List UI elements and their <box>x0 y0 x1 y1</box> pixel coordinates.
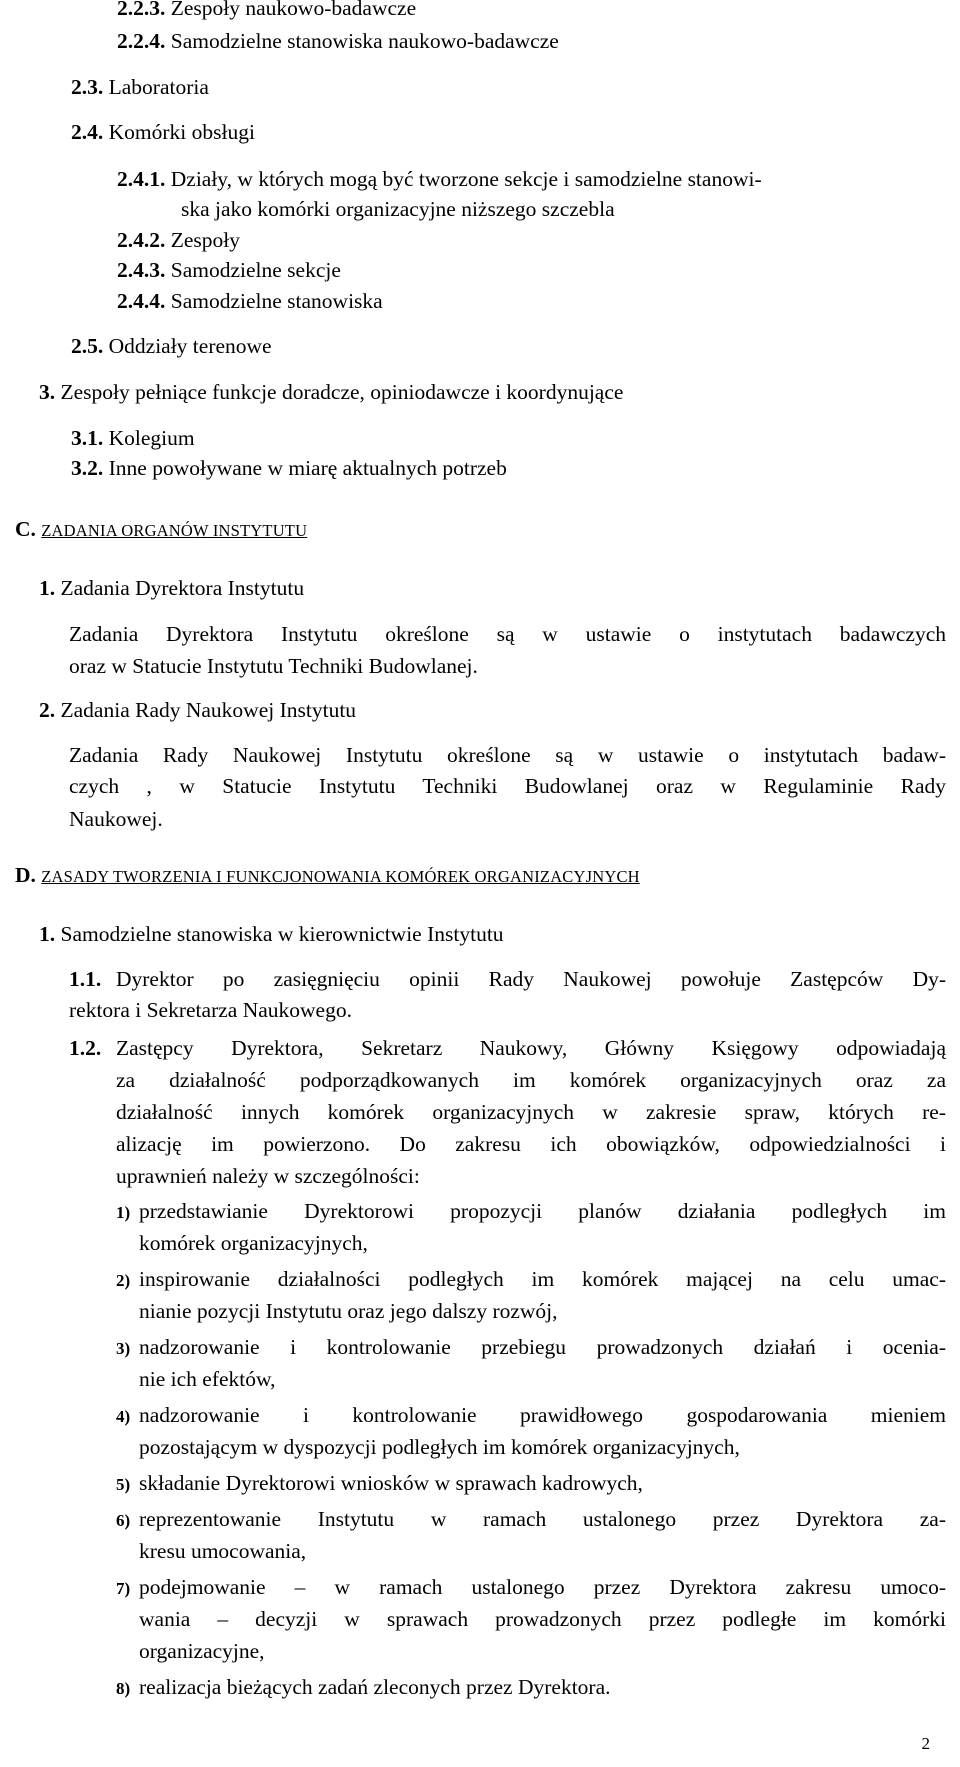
paragraph-number: 1.2. <box>69 1036 102 1060</box>
item-text: Zespoły pełniące funkcje doradcze, opiniodawcze i koordynujące <box>60 380 624 404</box>
item-text: Zadania Dyrektora Instytutu <box>60 576 305 600</box>
item-text: Zadania Rady Naukowej Instytutu <box>60 698 357 722</box>
list-item-number: 8) <box>116 1679 131 1698</box>
item-text: Działy, w których mogą być tworzone sekcje i samodzielne stanowi- <box>170 167 762 191</box>
list-item-line: reprezentowanie Instytutu w ramach ustalonego przez Dyrektora za- <box>139 1507 946 1531</box>
list-item-line: przedstawianie Dyrektorowi propozycji planów działania podległych im <box>139 1199 946 1223</box>
page-number: 2 <box>921 1734 930 1753</box>
paragraph-1-2-line: Zastępcy Dyrektora, Sekretarz Naukowy, Główny Księgowy odpowiadają <box>116 1036 946 1060</box>
list-item-line: realizacja bieżących zadań zleconych przez Dyrektora. <box>139 1675 611 1699</box>
item-number: 2.2.4. <box>117 29 166 53</box>
paragraph-1-2-line: uprawnień należy w szczególności: <box>116 1164 420 1188</box>
list-item-line: nianie pozycji Instytutu oraz jego dalszy rozwój, <box>139 1299 558 1323</box>
outline-item-2-3 <box>71 74 209 100</box>
section-letter: D. <box>15 863 36 887</box>
outline-item-2-2-3 <box>117 0 416 21</box>
item-text: Samodzielne stanowiska <box>170 289 383 313</box>
section-d-1-heading <box>39 921 504 947</box>
paragraph-1-1-line: rektora i Sekretarza Naukowego. <box>69 998 352 1022</box>
item-number: 3. <box>39 380 56 404</box>
item-number: 1. <box>39 922 56 946</box>
list-item-number: 5) <box>116 1475 131 1494</box>
list-item-number: 1) <box>116 1203 131 1222</box>
section-title: ZASADY TWORZENIA I FUNKCJONOWANIA KOMÓREK ORGANIZACYJNYCH <box>41 867 640 886</box>
outline-item-2-4-1-continuation: ska jako komórki organizacyjne niższego szczebla <box>181 197 615 221</box>
paragraph-number: 1.1. <box>69 967 102 991</box>
item-text: Laboratoria <box>108 75 209 99</box>
list-item-line: nadzorowanie i kontrolowanie przebiegu prowadzonych działań i ocenia- <box>139 1335 946 1359</box>
list-item-line: organizacyjne, <box>139 1639 265 1663</box>
item-text: Samodzielne stanowiska naukowo-badawcze <box>170 29 559 53</box>
item-text: Zespoły naukowo-badawcze <box>170 0 417 20</box>
list-item-line: kresu umocowania, <box>139 1539 307 1563</box>
section-letter: C. <box>15 517 36 541</box>
outline-item-2-4-1 <box>117 166 762 192</box>
outline-item-2-2-4 <box>117 28 559 54</box>
item-number: 2.4.3. <box>117 258 166 282</box>
section-c-2-body-line: Zadania Rady Naukowej Instytutu określone są w ustawie o instytutach badaw- <box>69 743 946 767</box>
section-c-1-heading <box>39 575 304 601</box>
item-text: Inne powoływane w miarę aktualnych potrzeb <box>108 456 507 480</box>
outline-item-2-4 <box>71 119 255 145</box>
item-number: 2.2.3. <box>117 0 166 20</box>
item-text: Kolegium <box>108 426 195 450</box>
paragraph-1-1-line: Dyrektor po zasięgnięciu opinii Rady Naukowej powołuje Zastępców Dy- <box>116 967 946 991</box>
list-item-line: komórek organizacyjnych, <box>139 1231 368 1255</box>
item-number: 2.4.2. <box>117 228 166 252</box>
item-text: Samodzielne stanowiska w kierownictwie Instytutu <box>60 922 504 946</box>
list-item-number: 7) <box>116 1579 131 1598</box>
list-item-number: 2) <box>116 1271 131 1290</box>
item-number: 3.1. <box>71 426 104 450</box>
paragraph-1-2-line: za działalność podporządkowanych im komórek organizacyjnych oraz za <box>116 1068 946 1092</box>
list-item-number: 6) <box>116 1511 131 1530</box>
item-number: 2.4. <box>71 120 104 144</box>
section-c-2-body-line: Naukowej. <box>69 807 163 831</box>
item-number: 2. <box>39 698 56 722</box>
list-item-line: wania – decyzji w sprawach prowadzonych przez podległe im komórki <box>139 1607 946 1631</box>
section-d-heading <box>15 862 640 890</box>
section-c-heading <box>15 516 307 544</box>
paragraph-1-2-line: alizację im powierzono. Do zakresu ich obowiązków, odpowiedzialności i <box>116 1132 946 1156</box>
list-item-line: nadzorowanie i kontrolowanie prawidłowego gospodarowania mieniem <box>139 1403 946 1427</box>
item-number: 2.4.1. <box>117 167 166 191</box>
list-item-number: 4) <box>116 1407 131 1426</box>
section-c-2-heading <box>39 697 356 723</box>
item-text: Komórki obsługi <box>108 120 255 144</box>
list-item-line: nie ich efektów, <box>139 1367 276 1391</box>
item-number: 1. <box>39 576 56 600</box>
item-number: 3.2. <box>71 456 104 480</box>
item-text: Oddziały terenowe <box>108 334 272 358</box>
item-text: Samodzielne sekcje <box>170 258 341 282</box>
list-item-line: pozostającym w dyspozycji podległych im komórek organizacyjnych, <box>139 1435 740 1459</box>
paragraph-1-2-line: działalność innych komórek organizacyjnych w zakresie spraw, których re- <box>116 1100 946 1124</box>
list-item-line: podejmowanie – w ramach ustalonego przez Dyrektora zakresu umoco- <box>139 1575 946 1599</box>
outline-item-3-2 <box>71 455 507 481</box>
outline-item-2-4-2 <box>117 227 240 253</box>
outline-item-3-1 <box>71 425 195 451</box>
list-item-line: inspirowanie działalności podległych im komórek mającej na celu umac- <box>139 1267 946 1291</box>
outline-item-2-5 <box>71 333 272 359</box>
item-text: Zespoły <box>170 228 241 252</box>
item-number: 2.5. <box>71 334 104 358</box>
item-number: 2.3. <box>71 75 104 99</box>
section-c-2-body-line: czych , w Statucie Instytutu Techniki Budowlanej oraz w Regulaminie Rady <box>69 774 946 798</box>
outline-item-2-4-4 <box>117 288 383 314</box>
section-title: ZADANIA ORGANÓW INSTYTUTU <box>41 521 308 540</box>
list-item-number: 3) <box>116 1339 131 1358</box>
outline-item-3 <box>39 379 623 405</box>
item-number: 2.4.4. <box>117 289 166 313</box>
section-c-1-body-line: Zadania Dyrektora Instytutu określone są w ustawie o instytutach badawczych <box>69 622 946 646</box>
list-item-line: składanie Dyrektorowi wniosków w sprawach kadrowych, <box>139 1471 643 1495</box>
outline-item-2-4-3 <box>117 257 341 283</box>
section-c-1-body-line: oraz w Statucie Instytutu Techniki Budowlanej. <box>69 654 478 678</box>
